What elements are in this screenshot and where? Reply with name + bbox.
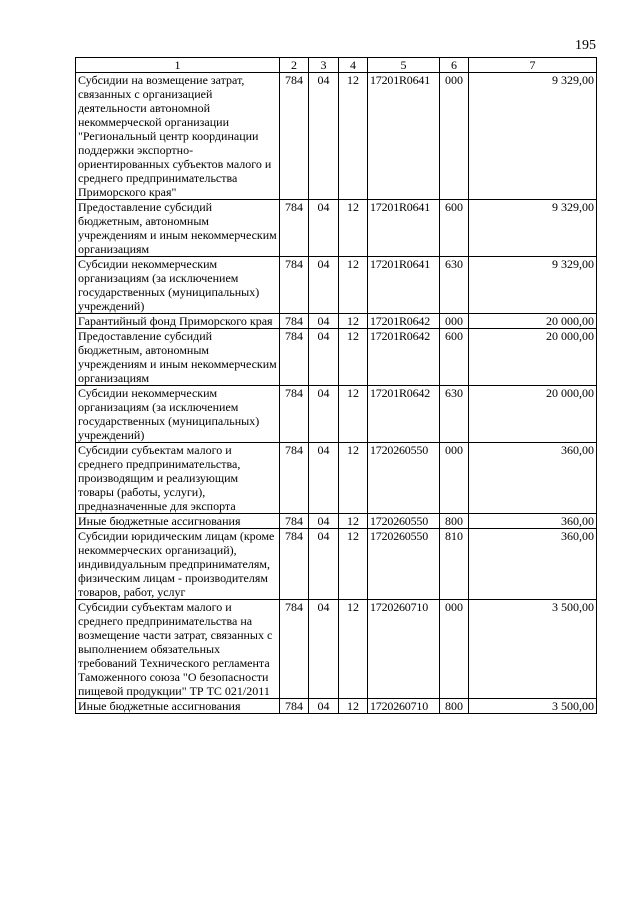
table-row [76, 73, 597, 200]
code-cell: 04 [309, 443, 339, 514]
amount-cell: 3 500,00 [469, 600, 597, 699]
item-name: Субсидии субъектам малого и среднего предпринимательства, производящим и реализующим товары (работы, услуги), предназначенные для экспорта [76, 443, 280, 514]
code-cell: 12 [339, 600, 368, 699]
code-cell: 000 [440, 314, 469, 329]
table-row [76, 329, 597, 386]
code-cell: 630 [440, 257, 469, 314]
table-row [76, 257, 597, 314]
code-cell: 784 [280, 329, 309, 386]
code-cell: 784 [280, 443, 309, 514]
column-header: 6 [440, 58, 469, 73]
code-cell: 04 [309, 529, 339, 600]
code-cell: 12 [339, 200, 368, 257]
column-header: 2 [280, 58, 309, 73]
amount-cell: 20 000,00 [469, 314, 597, 329]
code-cell: 04 [309, 257, 339, 314]
code-cell: 784 [280, 73, 309, 200]
page-number: 195 [575, 38, 596, 53]
item-name: Субсидии некоммерческим организациям (за исключением государственных (муниципальных) учреждений) [76, 257, 280, 314]
target-code-cell: 1720260550 [368, 443, 440, 514]
code-cell: 04 [309, 73, 339, 200]
target-code-cell: 17201R0642 [368, 329, 440, 386]
code-cell: 12 [339, 699, 368, 714]
code-cell: 04 [309, 200, 339, 257]
code-cell: 12 [339, 514, 368, 529]
code-cell: 000 [440, 600, 469, 699]
code-cell: 12 [339, 257, 368, 314]
code-cell: 04 [309, 329, 339, 386]
target-code-cell: 1720260550 [368, 529, 440, 600]
table-row [76, 386, 597, 443]
code-cell: 000 [440, 73, 469, 200]
target-code-cell: 17201R0641 [368, 73, 440, 200]
amount-cell: 20 000,00 [469, 386, 597, 443]
column-header: 1 [76, 58, 280, 73]
table-row [76, 529, 597, 600]
code-cell: 784 [280, 529, 309, 600]
code-cell: 784 [280, 200, 309, 257]
code-cell: 12 [339, 314, 368, 329]
amount-cell: 360,00 [469, 514, 597, 529]
code-cell: 12 [339, 329, 368, 386]
code-cell: 784 [280, 699, 309, 714]
code-cell: 784 [280, 386, 309, 443]
code-cell: 600 [440, 200, 469, 257]
item-name: Иные бюджетные ассигнования [76, 514, 280, 529]
column-header: 7 [469, 58, 597, 73]
table-row [76, 514, 597, 529]
code-cell: 04 [309, 514, 339, 529]
code-cell: 630 [440, 386, 469, 443]
item-name: Субсидии субъектам малого и среднего предпринимательства на возмещение части затрат, связанных с выполнением обязательных требований Технического регламента Таможенного союза "О безопасности пищевой продукции" ТР ТС 021/2011 [76, 600, 280, 699]
table-row [76, 200, 597, 257]
code-cell: 784 [280, 257, 309, 314]
item-name: Субсидии на возмещение затрат, связанных с организацией деятельности автономной некоммерческой организации "Региональный центр координации поддержки экспортно-ориентированных субъектов малого и среднего предпринимательства Приморского края" [76, 73, 280, 200]
target-code-cell: 17201R0641 [368, 257, 440, 314]
table-header-row [76, 58, 597, 73]
table-row [76, 699, 597, 714]
code-cell: 12 [339, 529, 368, 600]
code-cell: 810 [440, 529, 469, 600]
code-cell: 04 [309, 386, 339, 443]
column-header: 5 [368, 58, 440, 73]
code-cell: 000 [440, 443, 469, 514]
code-cell: 12 [339, 443, 368, 514]
item-name: Предоставление субсидий бюджетным, автономным учреждениям и иным некоммерческим организациям [76, 200, 280, 257]
item-name: Субсидии некоммерческим организациям (за исключением государственных (муниципальных) учреждений) [76, 386, 280, 443]
code-cell: 12 [339, 73, 368, 200]
amount-cell: 9 329,00 [469, 200, 597, 257]
table-row [76, 314, 597, 329]
target-code-cell: 1720260550 [368, 514, 440, 529]
column-header: 4 [339, 58, 368, 73]
table-row [76, 600, 597, 699]
code-cell: 04 [309, 314, 339, 329]
code-cell: 800 [440, 514, 469, 529]
amount-cell: 9 329,00 [469, 73, 597, 200]
target-code-cell: 17201R0642 [368, 314, 440, 329]
code-cell: 784 [280, 314, 309, 329]
amount-cell: 9 329,00 [469, 257, 597, 314]
code-cell: 12 [339, 386, 368, 443]
table-row [76, 443, 597, 514]
column-header: 3 [309, 58, 339, 73]
code-cell: 04 [309, 699, 339, 714]
item-name: Иные бюджетные ассигнования [76, 699, 280, 714]
item-name: Субсидии юридическим лицам (кроме некоммерческих организаций), индивидуальным предпринимателям, физическим лицам - производителям товаров, работ, услуг [76, 529, 280, 600]
item-name: Гарантийный фонд Приморского края [76, 314, 280, 329]
amount-cell: 20 000,00 [469, 329, 597, 386]
amount-cell: 360,00 [469, 529, 597, 600]
code-cell: 784 [280, 600, 309, 699]
code-cell: 800 [440, 699, 469, 714]
code-cell: 04 [309, 600, 339, 699]
amount-cell: 3 500,00 [469, 699, 597, 714]
amount-cell: 360,00 [469, 443, 597, 514]
code-cell: 784 [280, 514, 309, 529]
target-code-cell: 17201R0642 [368, 386, 440, 443]
target-code-cell: 17201R0641 [368, 200, 440, 257]
item-name: Предоставление субсидий бюджетным, автономным учреждениям и иным некоммерческим организациям [76, 329, 280, 386]
target-code-cell: 1720260710 [368, 600, 440, 699]
budget-table [75, 57, 597, 714]
target-code-cell: 1720260710 [368, 699, 440, 714]
code-cell: 600 [440, 329, 469, 386]
